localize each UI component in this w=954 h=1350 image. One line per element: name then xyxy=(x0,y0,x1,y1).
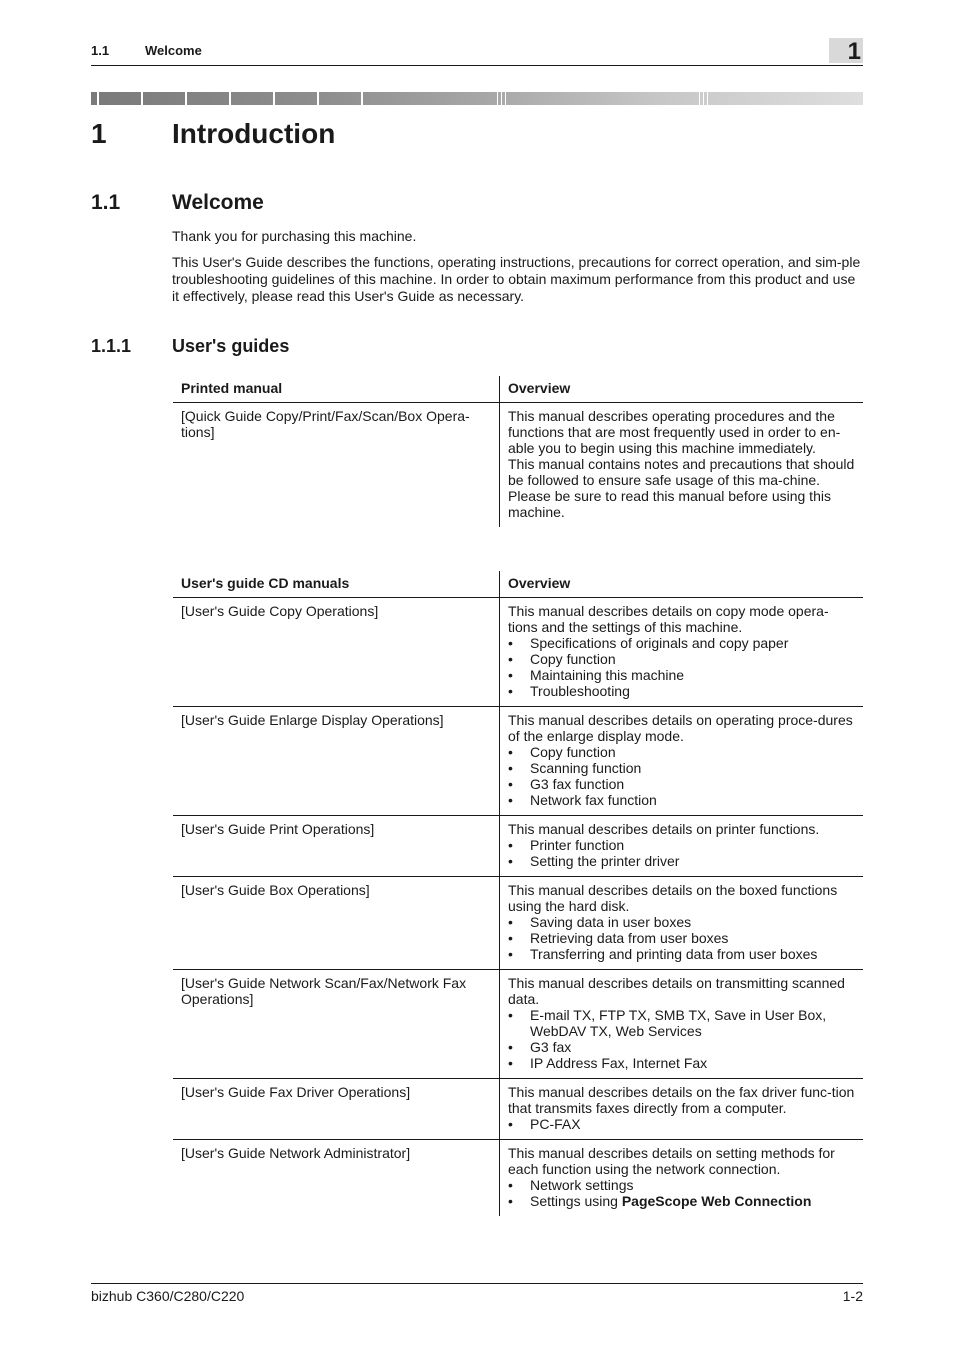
list-item xyxy=(508,683,855,699)
list-item xyxy=(508,946,855,962)
bullet-icon: • xyxy=(508,837,513,853)
manual-overview xyxy=(500,403,864,528)
table-row xyxy=(173,1140,863,1217)
manual-overview xyxy=(500,1079,864,1140)
list-item-text: PC-FAX xyxy=(530,1116,581,1132)
chapter-tab: 1 xyxy=(829,38,863,63)
list-item-text: IP Address Fax, Internet Fax xyxy=(530,1055,708,1071)
list-item-text: Saving data in user boxes xyxy=(530,914,692,930)
chapter-title: Introduction xyxy=(172,118,336,149)
section-title: Welcome xyxy=(172,191,264,214)
list-item-text: Specifications of originals and copy paper xyxy=(530,635,789,651)
bullet-icon: • xyxy=(508,683,513,699)
list-item xyxy=(508,837,855,853)
bullet-icon: • xyxy=(508,853,513,869)
overview-line: Please be sure to read this manual before using this machine. xyxy=(508,488,831,520)
list-item-text: Network settings xyxy=(530,1177,634,1193)
footer-page-number: 1-2 xyxy=(842,1288,863,1304)
list-item xyxy=(508,744,855,760)
list-item-text: Printer function xyxy=(530,837,625,853)
list-item-text: Settings using xyxy=(530,1193,622,1209)
list-item xyxy=(508,1177,855,1193)
table-row xyxy=(173,403,863,528)
list-item-text: Troubleshooting xyxy=(530,683,630,699)
feature-list xyxy=(508,1177,855,1209)
product-name: PageScope Web Connection xyxy=(621,1193,812,1209)
table-row xyxy=(173,970,863,1079)
list-item-text: Maintaining this machine xyxy=(530,667,685,683)
overview-header: Overview xyxy=(500,571,864,598)
bullet-icon: • xyxy=(508,1193,513,1209)
table-row xyxy=(173,877,863,970)
bullet-icon: • xyxy=(508,760,513,776)
table-row xyxy=(173,1079,863,1140)
overview-description: This manual describes details on setting methods for each function using the network connection. xyxy=(508,1145,835,1177)
manual-overview xyxy=(500,877,864,970)
list-item-text: Network fax function xyxy=(530,792,657,808)
list-item xyxy=(508,667,855,683)
list-item xyxy=(508,930,855,946)
overview-line: This manual describes operating procedures and the functions that are most frequently used in order to en-able you to begin using this machine immediately. xyxy=(508,408,841,456)
subsection-title: User's guides xyxy=(172,336,290,356)
bullet-icon: • xyxy=(508,1055,513,1071)
subsection-number: 1.1.1 xyxy=(91,336,132,356)
feature-list xyxy=(508,1116,855,1132)
feature-list xyxy=(508,1007,855,1071)
manual-name: [Quick Guide Copy/Print/Fax/Scan/Box Opera-tions] xyxy=(173,403,500,528)
list-item-text: Scanning function xyxy=(530,760,642,776)
section-number: 1.1 xyxy=(91,191,121,214)
list-item xyxy=(508,853,855,869)
bullet-icon: • xyxy=(508,930,513,946)
cd-manual-table xyxy=(173,571,863,1216)
decorative-bar xyxy=(91,92,863,105)
manual-name: [User's Guide Enlarge Display Operations] xyxy=(173,707,500,816)
list-item-text: Setting the printer driver xyxy=(530,853,680,869)
bullet-icon: • xyxy=(508,946,513,962)
bullet-icon: • xyxy=(508,635,513,651)
manual-name: [User's Guide Network Administrator] xyxy=(173,1140,500,1217)
overview-description: This manual describes details on operating proce-dures of the enlarge display mode. xyxy=(508,712,853,744)
table-row xyxy=(173,707,863,816)
list-item xyxy=(508,1193,855,1209)
bullet-icon: • xyxy=(508,914,513,930)
list-item-text: G3 fax function xyxy=(530,776,625,792)
feature-list xyxy=(508,744,855,808)
manual-name: [User's Guide Network Scan/Fax/Network Fax Operations] xyxy=(173,970,500,1079)
manual-overview xyxy=(500,816,864,877)
list-item-text: G3 fax xyxy=(530,1039,572,1055)
manual-overview xyxy=(500,598,864,707)
manual-overview xyxy=(500,1140,864,1217)
list-item-text: Copy function xyxy=(530,651,616,667)
list-item xyxy=(508,651,855,667)
list-item-text: Retrieving data from user boxes xyxy=(530,930,729,946)
page-footer xyxy=(91,1283,863,1306)
footer-model: bizhub C360/C280/C220 xyxy=(91,1288,245,1304)
list-item xyxy=(508,760,855,776)
bullet-icon: • xyxy=(508,667,513,683)
list-item-text: E-mail TX, FTP TX, SMB TX, Save in User Box, WebDAV TX, Web Services xyxy=(530,1007,827,1039)
manual-name: [User's Guide Copy Operations] xyxy=(173,598,500,707)
table-row xyxy=(173,816,863,877)
list-item xyxy=(508,792,855,808)
feature-list xyxy=(508,837,855,869)
manual-name: [User's Guide Box Operations] xyxy=(173,877,500,970)
cd-manual-header: User's guide CD manuals xyxy=(173,571,500,598)
manual-overview xyxy=(500,970,864,1079)
bullet-icon: • xyxy=(508,651,513,667)
table-row xyxy=(173,598,863,707)
overview-description: This manual describes details on the boxed functions using the hard disk. xyxy=(508,882,838,914)
running-header xyxy=(91,38,863,66)
manual-name: [User's Guide Print Operations] xyxy=(173,816,500,877)
overview-line: This manual contains notes and precautions that should be followed to ensure safe usage of this ma-chine. xyxy=(508,456,855,488)
list-item-text: Transferring and printing data from user boxes xyxy=(530,946,818,962)
bullet-icon: • xyxy=(508,776,513,792)
printed-manual-header: Printed manual xyxy=(173,376,500,403)
printed-manual-table xyxy=(173,376,863,527)
overview-header: Overview xyxy=(500,376,864,403)
intro-paragraph: Thank you for purchasing this machine. xyxy=(172,228,417,244)
chapter-number: 1 xyxy=(91,118,107,149)
header-section-title: Welcome xyxy=(145,43,202,58)
bullet-icon: • xyxy=(508,1039,513,1055)
feature-list xyxy=(508,635,855,699)
list-item xyxy=(508,1039,855,1055)
bullet-icon: • xyxy=(508,1007,513,1023)
list-item xyxy=(508,635,855,651)
list-item xyxy=(508,1116,855,1132)
list-item xyxy=(508,776,855,792)
list-item xyxy=(508,1055,855,1071)
bullet-icon: • xyxy=(508,744,513,760)
list-item xyxy=(508,914,855,930)
guide-description-paragraph: This User's Guide describes the functions, operating instructions, precautions for correct operation, and sim-ple troubleshooting guidelines of this machine. In order to obtain maximum performance from this product and use it effectively, please read this User's Guide as necessary. xyxy=(172,254,861,304)
feature-list xyxy=(508,914,855,962)
list-item-text: Copy function xyxy=(530,744,616,760)
header-section-number: 1.1 xyxy=(91,43,110,58)
list-item xyxy=(508,1007,855,1039)
bullet-icon: • xyxy=(508,1116,513,1132)
overview-description: This manual describes details on transmitting scanned data. xyxy=(508,975,845,1007)
bullet-icon: • xyxy=(508,792,513,808)
manual-name: [User's Guide Fax Driver Operations] xyxy=(173,1079,500,1140)
overview-description: This manual describes details on printer functions. xyxy=(508,821,820,837)
bullet-icon: • xyxy=(508,1177,513,1193)
manual-overview xyxy=(500,707,864,816)
overview-description: This manual describes details on copy mode opera-tions and the settings of this machine. xyxy=(508,603,829,635)
overview-description: This manual describes details on the fax driver func-tion that transmits faxes directly from a computer. xyxy=(508,1084,855,1116)
